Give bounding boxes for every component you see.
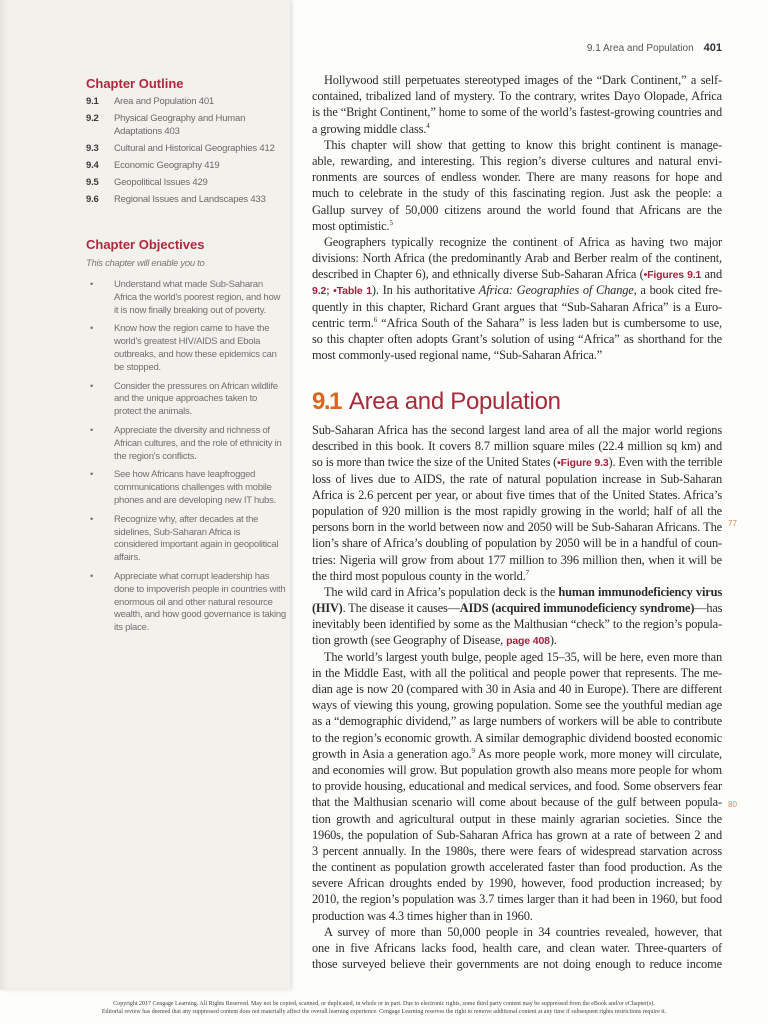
section-number: 9.1 bbox=[312, 388, 341, 415]
text-run: to the region’s economic growth. A similar demographic dividend boosted economic bbox=[312, 730, 722, 745]
running-head bbox=[587, 42, 722, 54]
text-run: Hollywood still perpetuates stereotyped images of the “Dark Continent,” a self- bbox=[324, 73, 722, 87]
text-line bbox=[312, 649, 722, 665]
text-line bbox=[312, 331, 722, 347]
outline-label: Cultural and Historical Geographies 412 bbox=[114, 143, 275, 154]
objective-item bbox=[86, 381, 286, 419]
text-run: “Africa South of the Sahara” is less laden but is cumbersome to use, bbox=[377, 315, 722, 330]
footnote-ref[interactable]: 6 bbox=[373, 315, 378, 324]
bullet-icon: • bbox=[90, 279, 94, 290]
cross-reference-link[interactable]: page 408 bbox=[506, 635, 550, 648]
text-line bbox=[312, 535, 722, 551]
text-line bbox=[312, 859, 722, 875]
text-line bbox=[312, 697, 722, 713]
text-line bbox=[312, 487, 722, 503]
text-line bbox=[312, 681, 722, 697]
text-run: that the Malthusian scenario will come about because of the gulf between popula- bbox=[312, 795, 722, 810]
text-run: growth in Asia a generation ago. bbox=[312, 746, 472, 761]
outline-label: Physical Geography and Human Adaptations 403 bbox=[114, 113, 246, 137]
text-line bbox=[312, 584, 722, 600]
text-run: quently in this chapter, Richard Grant argues that “Sub-Saharan Africa” is a Euro- bbox=[312, 299, 722, 314]
text-run: The world’s largest youth bulge, people aged 15–35, will be here, even more than bbox=[324, 649, 722, 664]
page-number: 401 bbox=[703, 42, 722, 54]
text-line bbox=[312, 924, 722, 940]
bullet-icon: • bbox=[90, 424, 94, 436]
text-line bbox=[312, 185, 722, 201]
text-line bbox=[312, 762, 722, 778]
chapter-outline-heading: Chapter Outline bbox=[86, 76, 184, 91]
text-run: ). In his authoritative bbox=[371, 283, 479, 298]
objective-item bbox=[86, 279, 286, 317]
outline-label: Regional Issues and Landscapes 433 bbox=[114, 194, 266, 205]
text-run: tion growth (see Geography of Disease, bbox=[312, 633, 507, 648]
text-run: ). bbox=[549, 633, 557, 648]
text-run: described in Chapter 6), and ethnically diverse Sub-Saharan Africa ( bbox=[312, 267, 644, 282]
text-line bbox=[312, 632, 722, 648]
text-line bbox=[312, 730, 722, 746]
cross-reference-link[interactable]: •Figures 9.1 bbox=[643, 269, 702, 282]
footnote-ref[interactable]: 5 bbox=[389, 218, 393, 227]
objective-text: Recognize why, after decades at the sidelines, Sub-Saharan Africa is considered important again in geopolitical affairs. bbox=[114, 513, 279, 564]
text-line bbox=[312, 600, 722, 616]
text-run: and bbox=[701, 267, 722, 282]
cross-reference-link[interactable]: •Figure 9.3 bbox=[557, 457, 609, 470]
text-run: divisions: North Africa (the predominantly Arab and Berber realm of the continent, bbox=[312, 251, 722, 266]
text-line bbox=[312, 266, 722, 282]
text-run: A survey of more than 50,000 people in 34 countries revealed, however, that bbox=[324, 924, 722, 939]
text-run: lion’s share of Africa’s doubling of population by 2050 will be in a handful of coun- bbox=[312, 536, 722, 551]
cross-reference-link[interactable]: 9.2; •Table 1 bbox=[312, 285, 372, 298]
text-run: 2010, the region’s population was 3.7 times larger than it had been in 1960, but food bbox=[312, 892, 722, 907]
text-line bbox=[312, 422, 722, 438]
text-run: contained, tribalized land of mystery. To the contrary, writes Dayo Olopade, Africa bbox=[312, 89, 722, 104]
text-run: severe African droughts ended by 1990, however, food production increased; by bbox=[312, 876, 722, 891]
page-gutter-shadow bbox=[0, 0, 8, 990]
text-line bbox=[312, 315, 722, 331]
objective-text: Know how the region came to have the world's greatest HIV/AIDS and Ebola outbreaks, and how these epidemics can be stopped. bbox=[114, 323, 277, 373]
text-line bbox=[312, 471, 722, 487]
outline-number: 9.2 bbox=[86, 113, 99, 124]
text-line bbox=[312, 616, 722, 632]
text-run: those surveyed believe their governments are not doing enough to reduce income bbox=[312, 957, 722, 972]
text-run: most optimistic. bbox=[312, 218, 390, 233]
text-run: loss of lives due to AIDS, the rate of natural population increase in Sub-Saharan bbox=[312, 471, 722, 486]
objective-item bbox=[86, 425, 286, 463]
outline-number: 9.6 bbox=[86, 194, 99, 205]
chapter-sidebar bbox=[0, 0, 290, 990]
text-line bbox=[312, 811, 722, 827]
text-run: in the Middle East, with all the political and people power that represents. The me- bbox=[312, 665, 722, 680]
objective-item bbox=[86, 469, 286, 507]
text-run: Africa is 2.6 percent per year, or about five times that of the United States. Africa’s bbox=[312, 487, 722, 502]
text-run: most commonly-used regional name, “Sub-Saharan Africa.” bbox=[312, 348, 603, 363]
text-line bbox=[312, 794, 722, 810]
text-line bbox=[312, 169, 722, 185]
outline-label: Economic Geography 419 bbox=[114, 160, 220, 171]
chapter-objectives-heading: Chapter Objectives bbox=[86, 237, 205, 252]
text-run: dian age is now 20 (compared with 30 in Asia and 40 in Europe). There are different bbox=[312, 682, 722, 696]
text-run: and economies will grow. But population growth also means more people for whom bbox=[312, 762, 722, 777]
outline-number: 9.4 bbox=[86, 160, 99, 171]
text-line bbox=[312, 956, 722, 972]
text-line bbox=[312, 250, 722, 266]
objectives-subtitle: This chapter will enable you to bbox=[86, 258, 205, 269]
text-line bbox=[312, 72, 722, 88]
text-run: (HIV) bbox=[312, 601, 343, 616]
outline-item bbox=[86, 112, 286, 138]
section-body-text bbox=[312, 422, 722, 972]
margin-page-ref: 80 bbox=[728, 800, 737, 809]
text-line bbox=[312, 713, 722, 729]
text-run: able, rewarding, and interesting. This region’s diverse cultures and natural envi- bbox=[312, 153, 722, 168]
text-line bbox=[312, 891, 722, 907]
bullet-icon: • bbox=[90, 570, 94, 582]
text-line bbox=[312, 665, 722, 681]
objective-text: Appreciate what corrupt leadership has done to impoverish people in countries with enormous oil and other natural resource wealth, and how good governance is taking its place. bbox=[114, 570, 286, 634]
copyright-footer bbox=[0, 1000, 768, 1016]
text-run: the third most populous county in the world. bbox=[312, 568, 526, 583]
text-line bbox=[312, 908, 722, 924]
text-run: the continent as population growth accelerated faster than food production. As the bbox=[312, 860, 722, 875]
text-run: Gallup survey of 50,000 citizens around the world found that Africans are the bbox=[312, 202, 722, 217]
text-line bbox=[312, 827, 722, 843]
outline-item bbox=[86, 142, 286, 155]
running-head-section: 9.1 Area and Population bbox=[586, 43, 694, 54]
margin-page-ref: 77 bbox=[728, 519, 737, 528]
outline-item bbox=[86, 95, 286, 108]
intro-text bbox=[312, 72, 722, 363]
text-run: ronments are sources of endless wonder. There are many reasons for hope and bbox=[312, 170, 722, 185]
bullet-icon: • bbox=[90, 513, 94, 525]
text-run: ). Even with the terrible bbox=[608, 455, 723, 470]
outline-label: Area and Population 401 bbox=[114, 96, 214, 107]
bullet-icon: • bbox=[90, 469, 94, 481]
objective-item bbox=[86, 323, 286, 374]
text-run: Sub-Saharan Africa has the second largest land area of all the major world regions bbox=[312, 423, 722, 437]
text-line bbox=[312, 778, 722, 794]
objective-item bbox=[86, 571, 286, 635]
text-run: tries: Nigeria will grow from about 177 million to 396 million then, when it will be bbox=[312, 552, 722, 567]
text-line bbox=[312, 282, 722, 298]
text-run: This chapter will show that getting to know this bright continent is manage- bbox=[324, 137, 722, 152]
footnote-ref[interactable]: 9 bbox=[471, 746, 475, 755]
objective-text: Appreciate the diversity and richness of African cultures, and the role of ethnicity in the region's conflicts. bbox=[114, 424, 282, 462]
text-line bbox=[312, 940, 722, 956]
objectives-list bbox=[86, 279, 286, 641]
text-line bbox=[312, 347, 722, 363]
text-run: to provide housing, educational and medical services, and food. Some observers fear bbox=[312, 779, 722, 794]
outline-number: 9.5 bbox=[86, 177, 99, 188]
text-run: one in five Africans lacks food, health care, and clean water. Three-quarters of bbox=[312, 941, 722, 955]
text-run: AIDS (acquired immunodeficiency syndrome) bbox=[459, 601, 695, 616]
footnote-ref[interactable]: 4 bbox=[426, 121, 430, 130]
footer-line: Editorial review has deemed that any suppressed content does not materially affect the overall learning experience. Cengage Learning reserves the right to remove additional content at any time if subsequent rights restrictions require it. bbox=[101, 1009, 667, 1015]
text-run: production was 4.3 times higher than in 1960. bbox=[312, 908, 533, 923]
text-run: as a “demographic dividend,” as large numbers of workers will be able to contribute bbox=[312, 714, 722, 729]
objective-text: Consider the pressures on African wildlife and the unique approaches taken to protect the animals. bbox=[114, 380, 278, 418]
text-run: 1960s, the population of Sub-Saharan Africa has grown at a rate of between 2 and bbox=[312, 827, 722, 842]
text-line bbox=[312, 843, 722, 859]
objective-text: See how Africans have leapfrogged communications challenges with mobile phones and are developing new IT hubs. bbox=[114, 469, 276, 506]
text-run: Geographers typically recognize the continent of Africa as having two major bbox=[324, 234, 722, 249]
text-line bbox=[312, 88, 722, 104]
text-run: so this chapter often adopts Grant’s solution of using “Africa” as shorthand for the bbox=[312, 332, 722, 346]
text-run: ways of viewing this young, growing population. Some see the youthful median age bbox=[312, 698, 722, 713]
text-run: much to celebrate in the study of this fascinating region. Just ask the people: a bbox=[312, 186, 722, 201]
text-run: . The disease it causes— bbox=[342, 601, 460, 616]
objective-item bbox=[86, 514, 286, 565]
text-line bbox=[312, 746, 722, 762]
bullet-icon: • bbox=[90, 380, 94, 392]
text-line bbox=[312, 503, 722, 519]
footnote-ref[interactable]: 7 bbox=[525, 568, 530, 577]
text-run: centric term. bbox=[312, 315, 374, 330]
text-line bbox=[312, 454, 722, 470]
text-line bbox=[312, 438, 722, 454]
text-run: so is more than twice the size of the United States ( bbox=[312, 455, 558, 470]
text-line bbox=[312, 218, 722, 234]
outline-number: 9.1 bbox=[86, 96, 99, 107]
text-line bbox=[312, 519, 722, 535]
text-run: As more people work, more money will circulate, bbox=[474, 746, 722, 761]
outline-item bbox=[86, 159, 286, 172]
text-run: described in this book. It covers 8.7 million square miles (22.4 million sq km) and bbox=[312, 439, 722, 454]
text-run: inevitably been identified by some as the Malthusian “check” to the region’s popula- bbox=[312, 617, 722, 632]
text-line bbox=[312, 104, 722, 120]
text-run: 3 percent annually. In the 1980s, there were fears of widespread starvation across bbox=[312, 843, 722, 858]
text-run: is the “Bright Continent,” home to some of the world’s fastest-growing countries and bbox=[312, 105, 722, 120]
outline-number: 9.3 bbox=[86, 143, 99, 154]
text-line bbox=[312, 153, 722, 169]
objective-text: Understand what made Sub-Saharan Africa the world's poorest region, and how it is now finally breaking out of poverty. bbox=[114, 279, 281, 316]
text-line bbox=[312, 552, 722, 568]
text-run: human immunodeficiency virus bbox=[558, 584, 722, 599]
text-run: tion growth and agricultural output in these mainly agrarian societies. Since the bbox=[312, 811, 722, 826]
text-run: a book cited fre- bbox=[636, 283, 723, 298]
text-run: —has bbox=[694, 601, 723, 616]
text-line bbox=[312, 121, 722, 137]
text-run: Africa: Geographies of Change, bbox=[478, 283, 637, 298]
chapter-outline-list bbox=[86, 95, 286, 210]
text-line bbox=[312, 299, 722, 315]
text-line bbox=[312, 568, 722, 584]
text-line bbox=[312, 875, 722, 891]
bullet-icon: • bbox=[90, 323, 94, 335]
text-run: population of 920 million is the most rapidly growing in the world; half of all the bbox=[312, 503, 722, 518]
text-run: a growing middle class. bbox=[312, 121, 427, 136]
section-title: Area and Population bbox=[348, 388, 561, 415]
text-run: The wild card in Africa’s population deck is the bbox=[324, 584, 559, 599]
text-run: persons born in the world between now and 2050 will be Sub-Saharan Africans. The bbox=[312, 520, 722, 535]
outline-label: Geopolitical Issues 429 bbox=[114, 177, 208, 188]
text-line bbox=[312, 137, 722, 153]
section-heading bbox=[312, 388, 561, 416]
outline-item bbox=[86, 193, 286, 206]
footer-line: Copyright 2017 Cengage Learning. All Rights Reserved. May not be copied, scanned, or duplicated, in whole or in part. Due to electronic rights, some third party content may be suppressed from the eBook and/or eChapter(s). bbox=[113, 1001, 655, 1007]
text-line bbox=[312, 202, 722, 218]
outline-item bbox=[86, 176, 286, 189]
text-line bbox=[312, 234, 722, 250]
